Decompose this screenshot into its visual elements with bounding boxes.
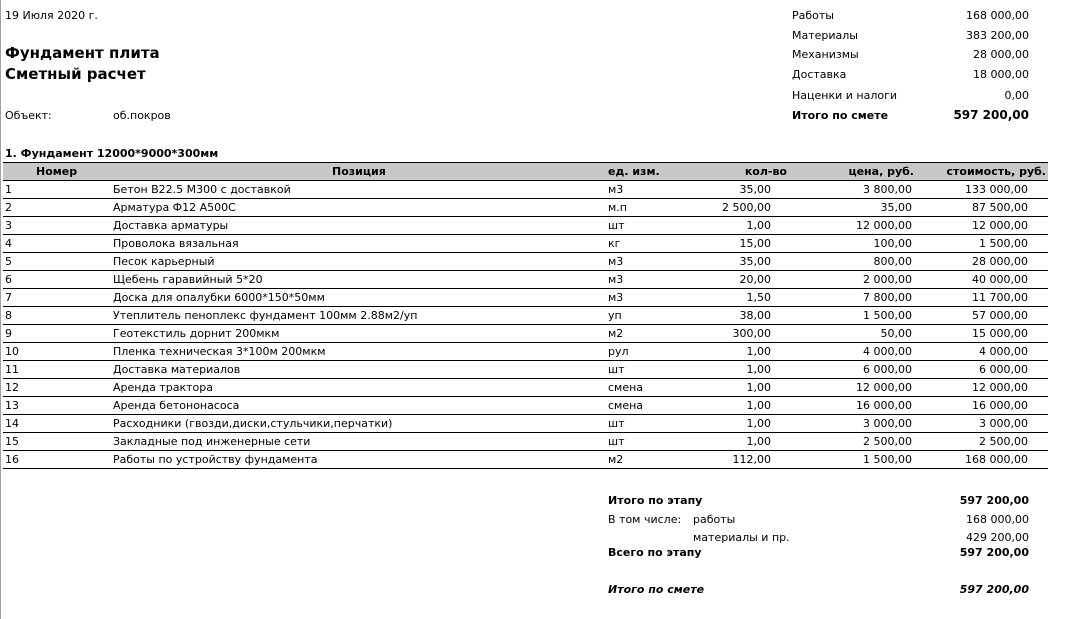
- cell-price: 35,00: [880, 201, 912, 214]
- cell-cost: 57 000,00: [972, 309, 1028, 322]
- cell-position: Геотекстиль дорнит 200мкм: [113, 327, 280, 340]
- cell-num: 13: [5, 399, 19, 412]
- summary-value: 383 200,00: [966, 29, 1029, 42]
- cell-price: 2 500,00: [863, 435, 912, 448]
- cell-qty: 35,00: [739, 255, 771, 268]
- estimate-total-label: Итого по смете: [608, 583, 705, 596]
- cell-num: 11: [5, 363, 19, 376]
- table-row: [3, 217, 1048, 235]
- cell-unit: шт: [608, 219, 625, 232]
- table-row: [3, 307, 1048, 325]
- table-row: [3, 343, 1048, 361]
- cell-unit: шт: [608, 363, 625, 376]
- cell-cost: 87 500,00: [972, 201, 1028, 214]
- cell-num: 6: [5, 273, 12, 286]
- cell-qty: 35,00: [739, 183, 771, 196]
- cell-cost: 15 000,00: [972, 327, 1028, 340]
- header-position: Позиция: [332, 165, 386, 178]
- cell-unit: кг: [608, 237, 621, 250]
- summary-value: 28 000,00: [973, 48, 1029, 61]
- table-row: [3, 271, 1048, 289]
- summary-label: Наценки и налоги: [792, 89, 898, 102]
- table-row: [3, 325, 1048, 343]
- table-row: [3, 289, 1048, 307]
- cell-num: 7: [5, 291, 12, 304]
- cell-num: 1: [5, 183, 12, 196]
- cell-qty: 300,00: [732, 327, 771, 340]
- cell-qty: 1,00: [746, 435, 771, 448]
- cell-qty: 1,00: [746, 399, 771, 412]
- table-row: [3, 253, 1048, 271]
- cell-unit: смена: [608, 381, 644, 394]
- table-row: [3, 379, 1048, 397]
- stage-all-label: Всего по этапу: [608, 546, 702, 559]
- cell-position: Аренда бетононасоса: [113, 399, 240, 412]
- cell-price: 4 000,00: [863, 345, 912, 358]
- cell-unit: уп: [608, 309, 622, 322]
- cell-price: 16 000,00: [856, 399, 912, 412]
- cell-qty: 15,00: [739, 237, 771, 250]
- document-subtitle: Сметный расчет: [5, 65, 146, 83]
- cell-unit: м2: [608, 327, 624, 340]
- cell-price: 1 500,00: [863, 309, 912, 322]
- cell-qty: 1,00: [746, 417, 771, 430]
- table-header: [3, 162, 1048, 181]
- page-left-border: [0, 0, 1, 619]
- cell-num: 15: [5, 435, 19, 448]
- summary-value: 168 000,00: [966, 9, 1029, 22]
- cell-unit: м.п: [608, 201, 627, 214]
- cell-price: 12 000,00: [856, 381, 912, 394]
- cell-price: 2 000,00: [863, 273, 912, 286]
- summary-label: Механизмы: [792, 48, 859, 61]
- object-value: об.покров: [113, 109, 171, 122]
- cell-unit: рул: [608, 345, 629, 358]
- table-row: [3, 451, 1048, 469]
- cell-position: Проволока вязальная: [113, 237, 239, 250]
- cell-position: Бетон В22.5 М300 с доставкой: [113, 183, 291, 196]
- summary-label: Материалы: [792, 29, 858, 42]
- cell-position: Доставка материалов: [113, 363, 241, 376]
- cell-qty: 38,00: [739, 309, 771, 322]
- cell-unit: м3: [608, 255, 624, 268]
- cell-num: 10: [5, 345, 19, 358]
- cell-num: 5: [5, 255, 12, 268]
- cell-qty: 1,00: [746, 381, 771, 394]
- cell-position: Доска для опалубки 6000*150*50мм: [113, 291, 325, 304]
- cell-unit: м3: [608, 291, 624, 304]
- cell-num: 2: [5, 201, 12, 214]
- cell-unit: шт: [608, 417, 625, 430]
- stage-total-label: Итого по этапу: [608, 494, 703, 507]
- cell-cost: 3 000,00: [979, 417, 1028, 430]
- header-unit: ед. изм.: [608, 165, 660, 178]
- cell-num: 9: [5, 327, 12, 340]
- cell-unit: м2: [608, 453, 624, 466]
- table-row: [3, 181, 1048, 199]
- summary-value: 0,00: [1004, 89, 1029, 102]
- summary-total-value: 597 200,00: [953, 108, 1029, 122]
- cell-num: 8: [5, 309, 12, 322]
- cell-num: 14: [5, 417, 19, 430]
- cell-position: Доставка арматуры: [113, 219, 229, 232]
- cell-cost: 6 000,00: [979, 363, 1028, 376]
- table-row: [3, 235, 1048, 253]
- cell-position: Арматура Ф12 А500С: [113, 201, 236, 214]
- cell-num: 16: [5, 453, 19, 466]
- cell-qty: 1,00: [746, 345, 771, 358]
- estimate-total-value: 597 200,00: [959, 583, 1029, 596]
- cell-cost: 12 000,00: [972, 381, 1028, 394]
- cell-cost: 2 500,00: [979, 435, 1028, 448]
- works-value: 168 000,00: [966, 513, 1029, 526]
- cell-position: Пленка техническая 3*100м 200мкм: [113, 345, 326, 358]
- cell-qty: 112,00: [732, 453, 771, 466]
- including-label: В том числе:: [608, 513, 682, 526]
- cell-qty: 20,00: [739, 273, 771, 286]
- cell-position: Расходники (гвозди,диски,стульчики,перчатки): [113, 417, 393, 430]
- cell-position: Работы по устройству фундамента: [113, 453, 318, 466]
- cell-price: 1 500,00: [863, 453, 912, 466]
- cell-cost: 16 000,00: [972, 399, 1028, 412]
- cell-unit: м3: [608, 273, 624, 286]
- stage-all-value: 597 200,00: [959, 546, 1029, 559]
- table-row: [3, 199, 1048, 217]
- table-body: [3, 181, 1048, 469]
- cell-unit: смена: [608, 399, 644, 412]
- cell-cost: 168 000,00: [965, 453, 1028, 466]
- section-title: 1. Фундамент 12000*9000*300мм: [5, 147, 219, 160]
- cell-price: 100,00: [873, 237, 912, 250]
- stage-total-value: 597 200,00: [959, 494, 1029, 507]
- cell-price: 6 000,00: [863, 363, 912, 376]
- table-row: [3, 433, 1048, 451]
- document-date: 19 Июля 2020 г.: [5, 9, 98, 22]
- cell-num: 12: [5, 381, 19, 394]
- cell-position: Аренда трактора: [113, 381, 213, 394]
- cell-unit: м3: [608, 183, 624, 196]
- works-label: работы: [693, 513, 736, 526]
- cell-cost: 4 000,00: [979, 345, 1028, 358]
- cell-price: 800,00: [873, 255, 912, 268]
- estimate-table: [3, 162, 1048, 469]
- cell-position: Щебень гаравийный 5*20: [113, 273, 263, 286]
- table-row: [3, 415, 1048, 433]
- header-qty: кол-во: [744, 165, 787, 178]
- cell-price: 3 800,00: [863, 183, 912, 196]
- header-price: цена, руб.: [848, 165, 914, 178]
- cell-cost: 11 700,00: [972, 291, 1028, 304]
- cell-cost: 12 000,00: [972, 219, 1028, 232]
- cell-position: Песок карьерный: [113, 255, 215, 268]
- cell-num: 3: [5, 219, 12, 232]
- cell-price: 50,00: [880, 327, 912, 340]
- cell-cost: 28 000,00: [972, 255, 1028, 268]
- summary-value: 18 000,00: [973, 68, 1029, 81]
- header-num: Номер: [36, 165, 78, 178]
- cell-num: 4: [5, 237, 12, 250]
- cell-position: Закладные под инженерные сети: [113, 435, 311, 448]
- cell-price: 3 000,00: [863, 417, 912, 430]
- cell-qty: 1,00: [746, 363, 771, 376]
- object-label: Объект:: [5, 109, 52, 122]
- document-title: Фундамент плита: [5, 44, 160, 62]
- cell-price: 7 800,00: [863, 291, 912, 304]
- cell-position: Утеплитель пеноплекс фундамент 100мм 2.88м2/уп: [113, 309, 418, 322]
- cell-qty: 1,00: [746, 219, 771, 232]
- summary-total-label: Итого по смете: [792, 109, 889, 122]
- cell-price: 12 000,00: [856, 219, 912, 232]
- header-cost: стоимость, руб.: [946, 165, 1046, 178]
- materials-value: 429 200,00: [966, 531, 1029, 544]
- cell-unit: шт: [608, 435, 625, 448]
- table-row: [3, 397, 1048, 415]
- cell-cost: 133 000,00: [965, 183, 1028, 196]
- cell-cost: 1 500,00: [979, 237, 1028, 250]
- cell-cost: 40 000,00: [972, 273, 1028, 286]
- cell-qty: 2 500,00: [722, 201, 771, 214]
- summary-label: Доставка: [792, 68, 847, 81]
- materials-label: материалы и пр.: [693, 531, 790, 544]
- table-row: [3, 361, 1048, 379]
- cell-qty: 1,50: [746, 291, 771, 304]
- summary-label: Работы: [792, 9, 834, 22]
